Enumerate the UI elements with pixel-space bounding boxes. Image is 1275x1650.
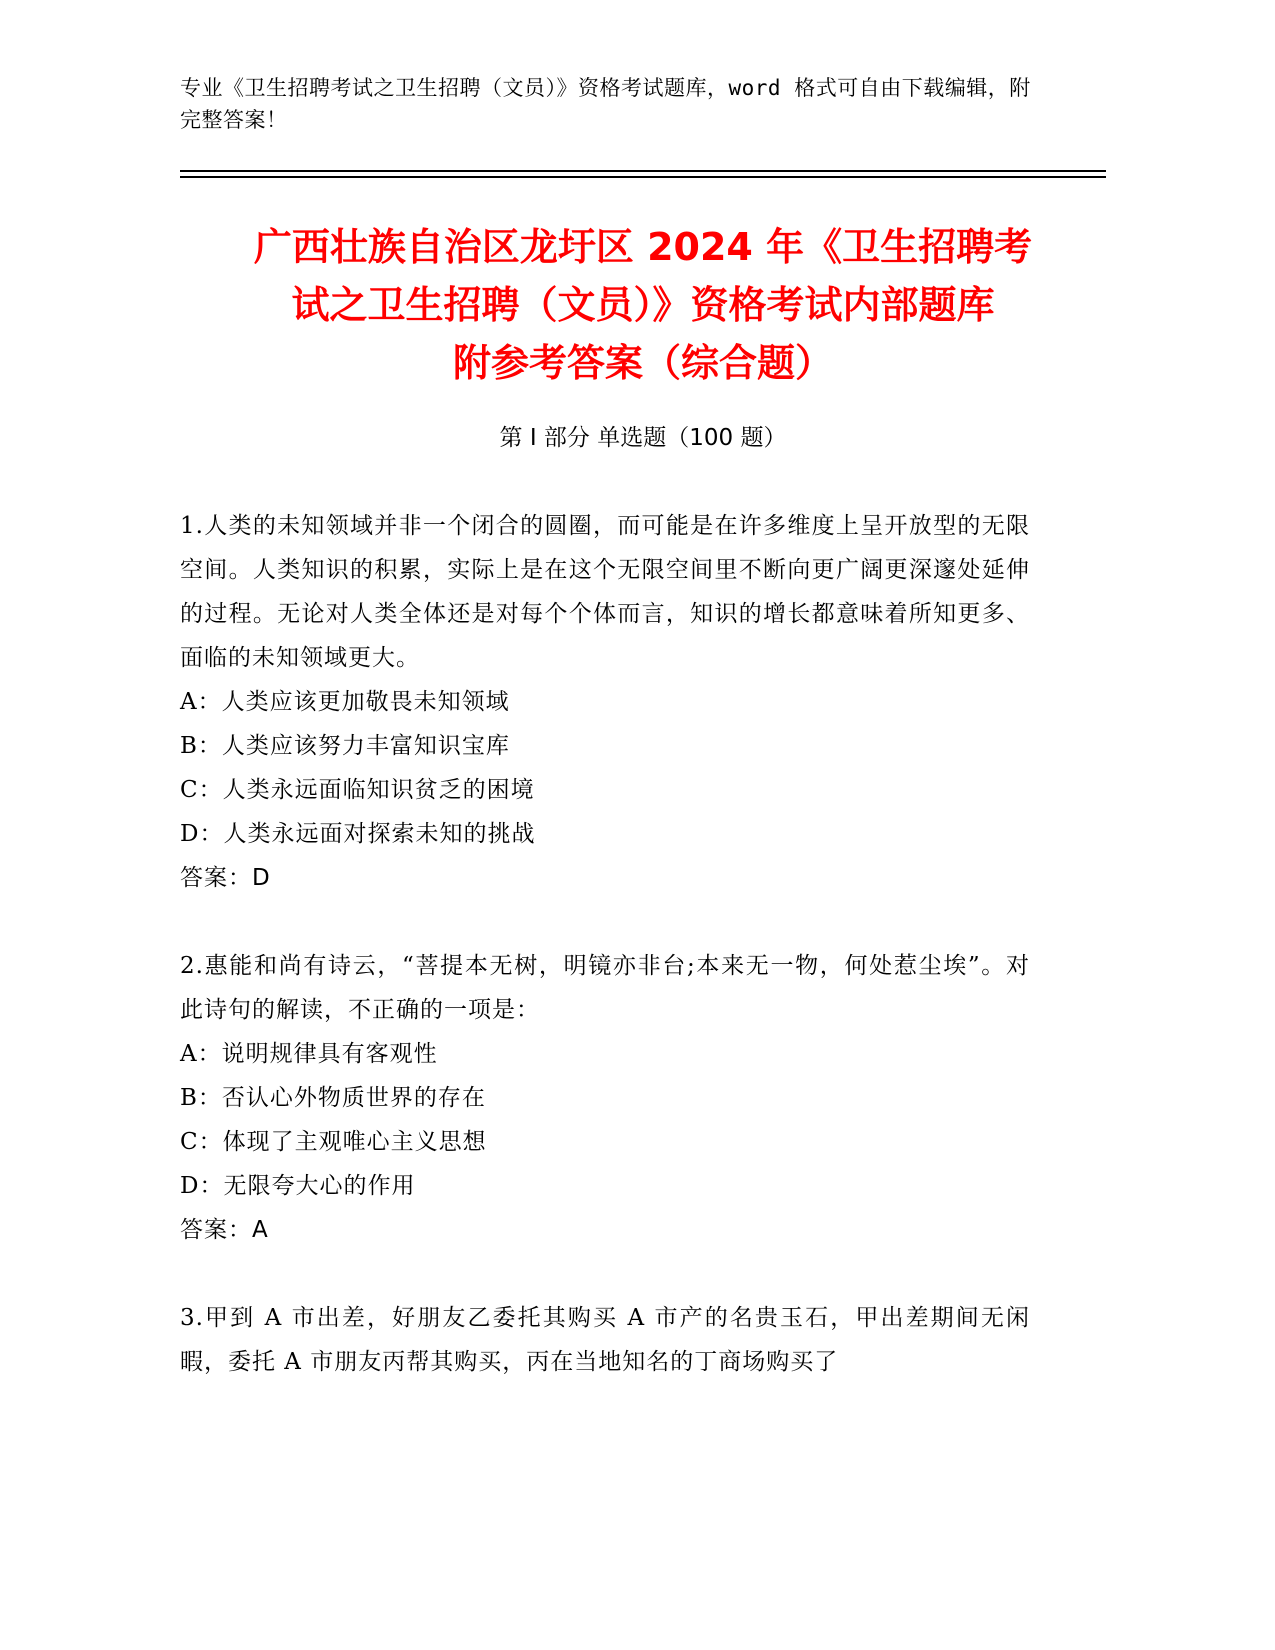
- header-note: 专业《卫生招聘考试之卫生招聘（文员）》资格考试题库，word 格式可自由下载编辑，附完整答案！: [180, 76, 1031, 132]
- option-a: A：人类应该更加敬畏未知领域: [180, 689, 510, 715]
- question-stem: 3.甲到 A 市出差，好朋友乙委托其购买 A 市产的名贵玉石，甲出差期间无闲暇，委托 A 市朋友丙帮其购买，丙在当地知名的丁商场购买了: [180, 1305, 1030, 1375]
- title-line-3: 附参考答案（综合题）: [452, 341, 833, 385]
- answer: 答案：D: [180, 865, 271, 891]
- document-title: [180, 218, 1106, 392]
- question-stem: 1.人类的未知领域并非一个闭合的圆圈，而可能是在许多维度上呈开放型的无限空间。人类知识的积累，实际上是在这个无限空间里不断向更广阔更深邃处延伸的过程。无论对人类全体还是对每个个体而言，知识的增长都意味着所知更多、面临的未知领域更大。: [180, 513, 1030, 671]
- option-b: B：人类应该努力丰富知识宝库: [180, 733, 510, 759]
- title-line-1: 广西壮族自治区龙圩区 2024 年《卫生招聘考: [253, 225, 1033, 269]
- option-d: D：无限夸大心的作用: [180, 1173, 416, 1199]
- question-list: [180, 504, 1030, 1428]
- header-rule-bottom: [180, 176, 1106, 178]
- option-a: A：说明规律具有客观性: [180, 1041, 438, 1067]
- header-rule-top: [180, 170, 1106, 172]
- question-2: [180, 944, 1030, 1252]
- question-3: [180, 1296, 1030, 1384]
- option-b: B：否认心外物质世界的存在: [180, 1085, 486, 1111]
- question-stem: 2.惠能和尚有诗云，“菩提本无树，明镜亦非台;本来无一物，何处惹尘埃”。对此诗句的解读，不正确的一项是：: [180, 953, 1030, 1023]
- section-title: 第 I 部分 单选题（100 题）: [499, 425, 787, 451]
- question-1: [180, 504, 1030, 900]
- option-d: D：人类永远面对探索未知的挑战: [180, 821, 536, 847]
- title-line-2: 试之卫生招聘（文员）》资格考试内部题库: [291, 283, 995, 327]
- option-c: C：人类永远面临知识贫乏的困境: [180, 777, 535, 803]
- option-c: C：体现了主观唯心主义思想: [180, 1129, 487, 1155]
- answer: 答案：A: [180, 1217, 269, 1243]
